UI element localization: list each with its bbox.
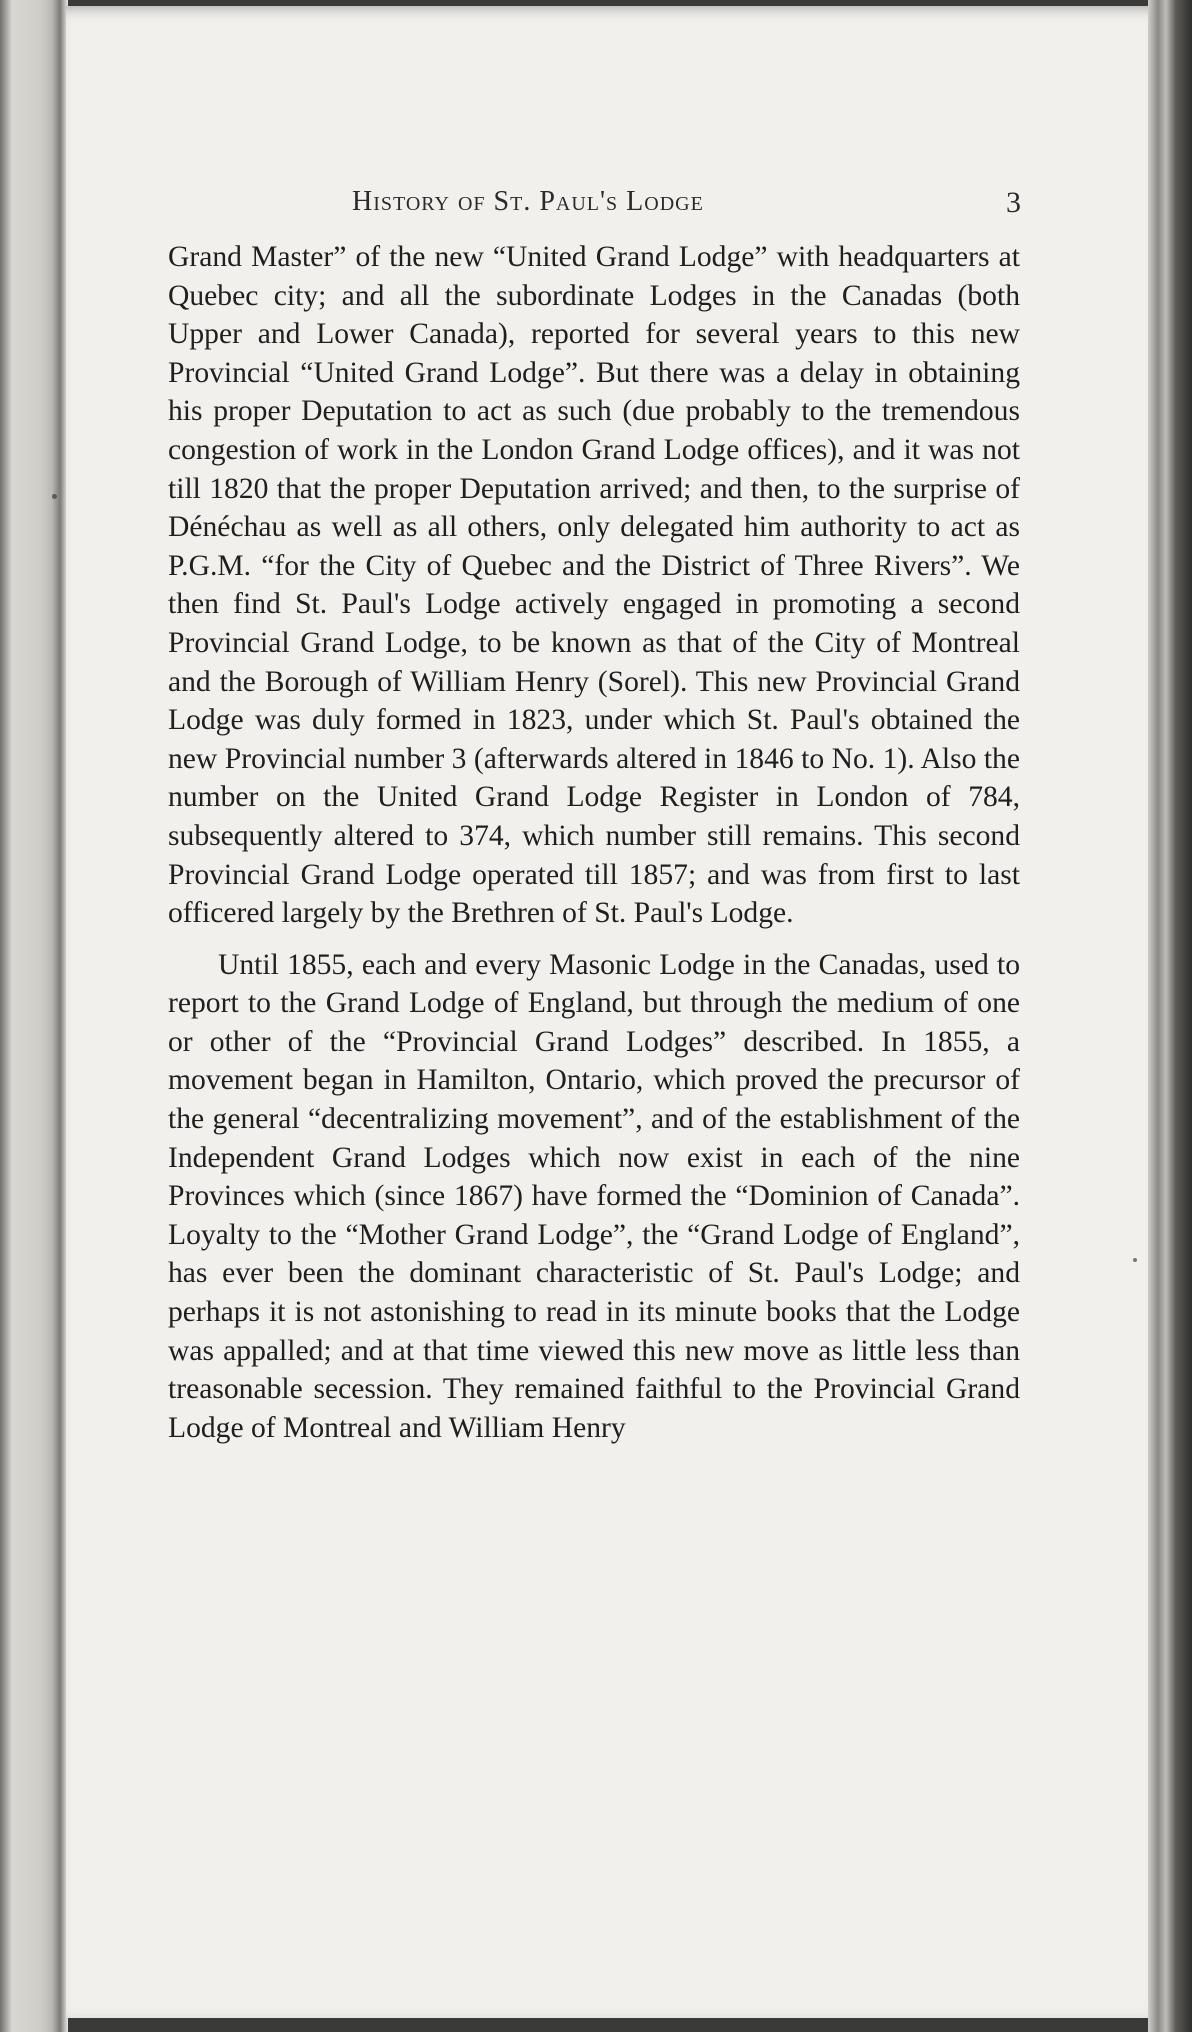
paper-speck [1133, 1258, 1137, 1262]
right-page-edge [1148, 0, 1192, 2032]
paper-speck [52, 494, 57, 499]
running-head: History of St. Paul's Lodge [352, 186, 704, 217]
paragraph-2: Until 1855, each and every Masonic Lodge in the Canadas, used to report to the Grand Lodge of England, but through the medium of one or other of the “Provincial Grand Lodges” described. In 1855, a movement began in Hamilton, Ontario, which proved the precursor of the general “decentralizing movement”, and of the establishment of the Independent Grand Lodges which now exist in each of the nine Provinces which (since 1867) have formed the “Dominion of Canada”. Loyalty to the “Mother Grand Lodge”, the “Grand Lodge of England”, has ever been the dominant characteristic of St. Paul's Lodge; and perhaps it is not astonishing to read in its minute books that the Lodge was appalled; and at that time viewed this new move as little less than treasonable secession. They remained faithful to the Provincial Grand Lodge of Montreal and William Henry [168, 948, 1020, 1444]
paragraph-1: Grand Master” of the new “United Grand Lodge” with headquarters at Quebec city; and all the subordinate Lodges in the Canadas (both Upper and Lower Canada), reported for several years to this new Provincial “United Grand Lodge”. But there was a delay in obtaining his proper Deputation to act as such (due probably to the tremendous congestion of work in the London Grand Lodge offices), and it was not till 1820 that the proper Deputation arrived; and then, to the surprise of Dénéchau as well as all others, only delegated him authority to act as P.G.M. “for the City of Quebec and the District of Three Rivers”. We then find St. Paul's Lodge actively engaged in promoting a second Provincial Grand Lodge, to be known as that of the City of Montreal and the Borough of William Henry (Sorel). This new Provincial Grand Lodge was duly formed in 1823, under which St. Paul's obtained the new Provincial number 3 (afterwards altered in 1846 to No. 1). Also the number on the United Grand Lodge Register in London of 784, subsequently altered to 374, which number still remains. This second Provincial Grand Lodge operated till 1857; and was from first to last officered largely by the Brethren of St. Paul's Lodge. [168, 241, 1020, 930]
page-number: 3 [1006, 186, 1021, 219]
body-text [168, 238, 1020, 1447]
left-page-edge [0, 0, 68, 2032]
